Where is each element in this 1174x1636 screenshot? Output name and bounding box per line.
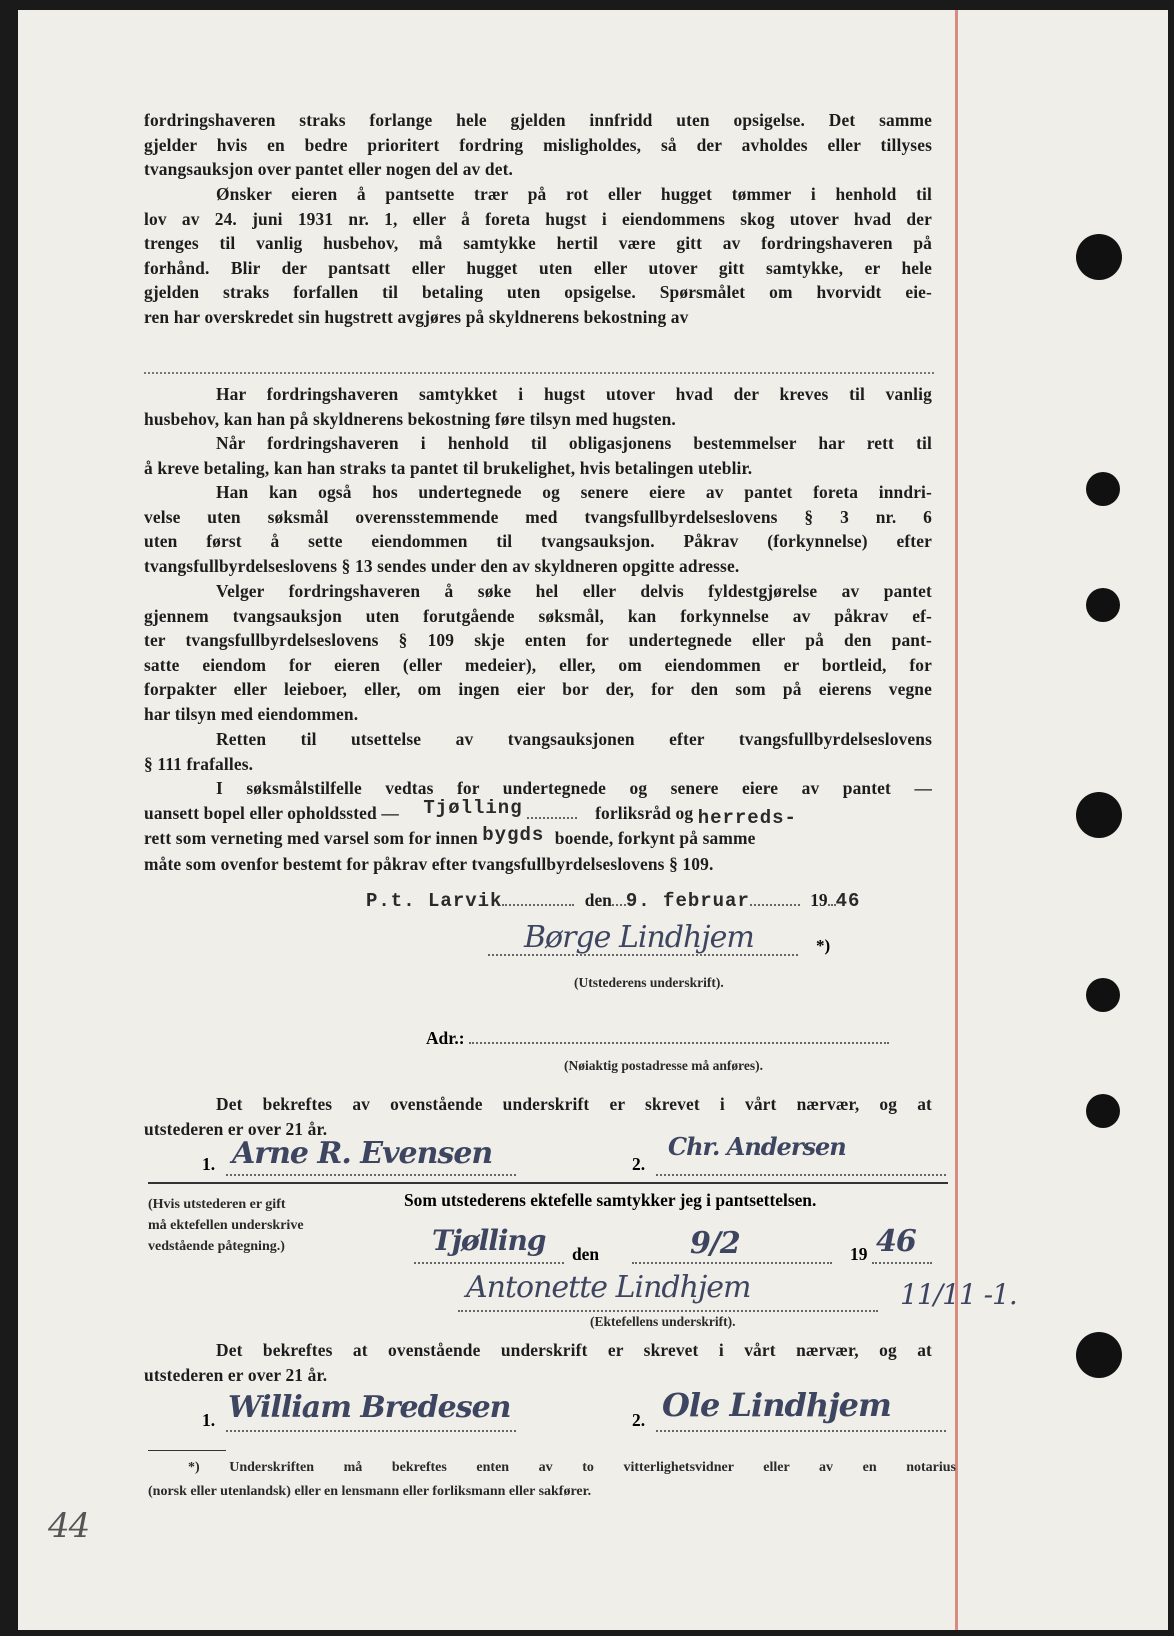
spouse-signature: Antonette Lindhjem: [466, 1270, 751, 1305]
paragraph-7: [144, 727, 932, 776]
text-line: Velger fordringshaveren å søke hel eller delvis fyldestgjørelse av pantet: [216, 581, 932, 601]
text-line: velse uten søksmål overensstemmende med tvangsfullbyrdelseslovens § 3 nr. 6: [144, 506, 932, 527]
typed-bygds-fill: bygds: [482, 824, 545, 847]
text-line: har tilsyn med eiendommen.: [144, 703, 359, 724]
binder-hole-2: [1086, 472, 1120, 506]
spouse-signature-caption: (Ektefellens underskrift).: [590, 1314, 736, 1329]
typed-year: 46: [835, 890, 861, 912]
spouse-handwritten-mark: 11/11 -1.: [900, 1278, 1017, 1311]
den-label: den: [572, 1244, 600, 1264]
binder-hole-1: [1076, 234, 1122, 280]
witness-1-signature: Arne R. Evensen: [232, 1136, 493, 1171]
witness-number: 1.: [202, 1410, 216, 1430]
spouse-consent-text: Som utstederens ektefelle samtykker jeg i pantsettelsen.: [404, 1190, 817, 1210]
dotted-fill: [612, 904, 626, 906]
text-fragment: boende, forkynt på samme: [554, 828, 756, 849]
witness-number: 2.: [632, 1410, 646, 1430]
dotted-fill: [750, 904, 800, 906]
spouse-note: [148, 1194, 304, 1257]
spouse-note-line: må ektefellen underskrive: [148, 1218, 304, 1233]
witness-2-text: [144, 1338, 932, 1387]
dotted-separator: [144, 372, 934, 374]
address-caption: (Nøiaktig postadresse må anføres).: [564, 1058, 763, 1073]
paragraph-4: [144, 431, 932, 480]
witness-number: 2.: [632, 1154, 646, 1174]
issuer-signature-caption: (Utstederens underskrift).: [574, 975, 724, 990]
paragraph-3: [144, 382, 932, 431]
text-line-venue: [144, 796, 932, 829]
text-line: Retten til utsettelse av tvangsauksjonen efter tvangsfullbyrdelseslovens: [216, 729, 932, 749]
dotted-fill: [502, 904, 574, 906]
document-page: [18, 10, 1168, 1630]
text-line: ren har overskredet sin hugstrett avgjøres på skyldnerens bekostning av: [144, 306, 689, 327]
witness-3-signature: William Bredesen: [228, 1390, 511, 1425]
witness-1-row: [188, 1132, 948, 1182]
text-line: utstederen er over 21 år.: [144, 1364, 328, 1385]
text-line: trenges til vanlig husbehov, må samtykke hertil være gitt av fordringshaveren på: [144, 233, 932, 254]
text-line: fordringshaveren straks forlange hele gjelden innfridd uten opsigelse. Det samme: [144, 110, 932, 130]
red-margin-line: [955, 10, 958, 1630]
spouse-place-handwritten: Tjølling: [432, 1224, 546, 1257]
text-fragment: forliksråd og: [595, 802, 694, 823]
text-line: forpakter eller leieboer, eller, om ingen eier bor der, for den som på eierens vegne: [144, 679, 932, 700]
text-line: gjennem tvangsauksjon uten forutgående søksmål, kan forkynnelse av påkrav ef-: [144, 605, 932, 626]
text-fragment: uansett bopel eller opholdssted —: [144, 802, 399, 823]
binder-hole-5: [1086, 978, 1120, 1012]
spouse-signature-row: [458, 1272, 1018, 1318]
address-label: Adr.:: [426, 1028, 465, 1048]
paragraph-2: [144, 182, 932, 330]
text-line: tvangsauksjon over pantet eller nogen del av det.: [144, 159, 514, 180]
typed-venue-fill-2: herreds-: [697, 806, 797, 829]
text-line: § 111 frafalles.: [144, 753, 254, 774]
address-line: [426, 1028, 889, 1049]
text-line: gjelden straks forfallen til betaling uten opsigelse. Spørsmålet om hvorvidt eie-: [144, 282, 932, 303]
witness-2-row: [188, 1386, 948, 1436]
place-date-line: [366, 890, 936, 912]
spouse-year-handwritten: 46: [876, 1224, 916, 1259]
witness-number: 1.: [202, 1154, 216, 1174]
footnote: [148, 1456, 956, 1504]
section-rule: [148, 1182, 948, 1184]
text-line: Har fordringshaveren samtykket i hugst utover hvad der kreves til vanlig: [216, 384, 932, 404]
dotted-fill: [527, 817, 577, 819]
issuer-signature-line: [488, 920, 868, 961]
binder-hole-6: [1086, 1094, 1120, 1128]
footnote-marker: *): [816, 936, 831, 955]
text-line-venue-2: [144, 826, 932, 852]
text-line: måte som ovenfor bestemt for påkrav efter tvangsfullbyrdelseslovens § 109.: [144, 853, 714, 874]
typed-date: 9. februar: [625, 890, 750, 912]
text-line: Han kan også hos undertegnede og senere eiere av pantet foreta inndri-: [216, 482, 932, 502]
text-line: ter tvangsfullbyrdelseslovens § 109 skje enten for undertegnede eller på den pant-: [144, 630, 932, 651]
text-fragment: rett som verneting med varsel som for innen: [144, 828, 478, 849]
text-line: uten først å sette eiendommen til tvangsauksjon. Påkrav (forkynnelse) efter: [144, 531, 932, 552]
dotted-fill: [828, 904, 836, 906]
year-prefix: 19: [810, 890, 828, 910]
binder-hole-7: [1076, 1332, 1122, 1378]
paragraph-5: [144, 480, 932, 578]
spouse-note-line: vedstående påtegning.): [148, 1239, 285, 1254]
text-line: satte eiendom for eieren (eller medeier), eller, om eiendommen er bortleid, for: [144, 654, 932, 675]
text-line: Det bekreftes at ovenstående underskrift er skrevet i vårt nærvær, og at: [216, 1340, 932, 1360]
text-line: husbehov, kan han på skyldnerens bekostning føre tilsyn med hugsten.: [144, 408, 676, 429]
text-line: Ønsker eieren å pantsette trær på rot eller hugget tømmer i henhold til: [216, 184, 932, 204]
typed-place: P.t. Larvik: [366, 890, 503, 912]
text-line: gjelder hvis en bedre prioritert fordring misligholdes, så der avholdes eller tillyses: [144, 134, 932, 155]
spouse-place-date: [414, 1224, 934, 1272]
footnote-line: *) Underskriften må bekreftes enten av to vitterlighetsvidner eller av en notarius: [188, 1460, 956, 1475]
text-line: Det bekreftes av ovenstående underskrift er skrevet i vårt nærvær, og at: [216, 1094, 932, 1114]
year-prefix: 19: [850, 1244, 868, 1264]
witness-2-signature: Chr. Andersen: [668, 1132, 846, 1161]
footnote-line: (norsk eller utenlandsk) eller en lensmann eller forliksmann eller sakfører.: [148, 1484, 592, 1499]
witness-4-signature: Ole Lindhjem: [662, 1386, 891, 1424]
address-dotted-line: [469, 1042, 889, 1044]
typed-venue-fill: Tjølling: [423, 796, 523, 819]
text-line: å kreve betaling, kan han straks ta pantet til brukelighet, hvis betalingen uteblir.: [144, 457, 753, 478]
text-line: utstederen er over 21 år.: [144, 1118, 328, 1139]
spouse-date-handwritten: 9/2: [690, 1226, 740, 1261]
paragraph-6: [144, 579, 932, 727]
text-line: tvangsfullbyrdelseslovens § 13 sendes under den av skyldneren opgitte adresse.: [144, 555, 740, 576]
footnote-rule: [148, 1450, 226, 1451]
paragraph-8: [144, 776, 932, 876]
text-line: Når fordringshaveren i henhold til obligasjonens bestemmelser har rett til: [216, 433, 932, 453]
den-label: den: [584, 890, 612, 910]
binder-hole-4: [1076, 792, 1122, 838]
text-line: I søksmålstilfelle vedtas for undertegnede og senere eiere av pantet —: [216, 778, 932, 798]
text-line: forhånd. Blir der pantsatt eller hugget uten eller utover gitt samtykke, er hele: [144, 257, 932, 278]
issuer-signature: Børge Lindhjem: [524, 920, 754, 955]
paragraph-1: [144, 108, 932, 182]
spouse-note-line: (Hvis utstederen er gift: [148, 1197, 286, 1212]
text-line: lov av 24. juni 1931 nr. 1, eller å foreta hugst i eiendommens skog utover hvad der: [144, 208, 932, 229]
page-mark: 44: [48, 1506, 90, 1546]
binder-hole-3: [1086, 588, 1120, 622]
